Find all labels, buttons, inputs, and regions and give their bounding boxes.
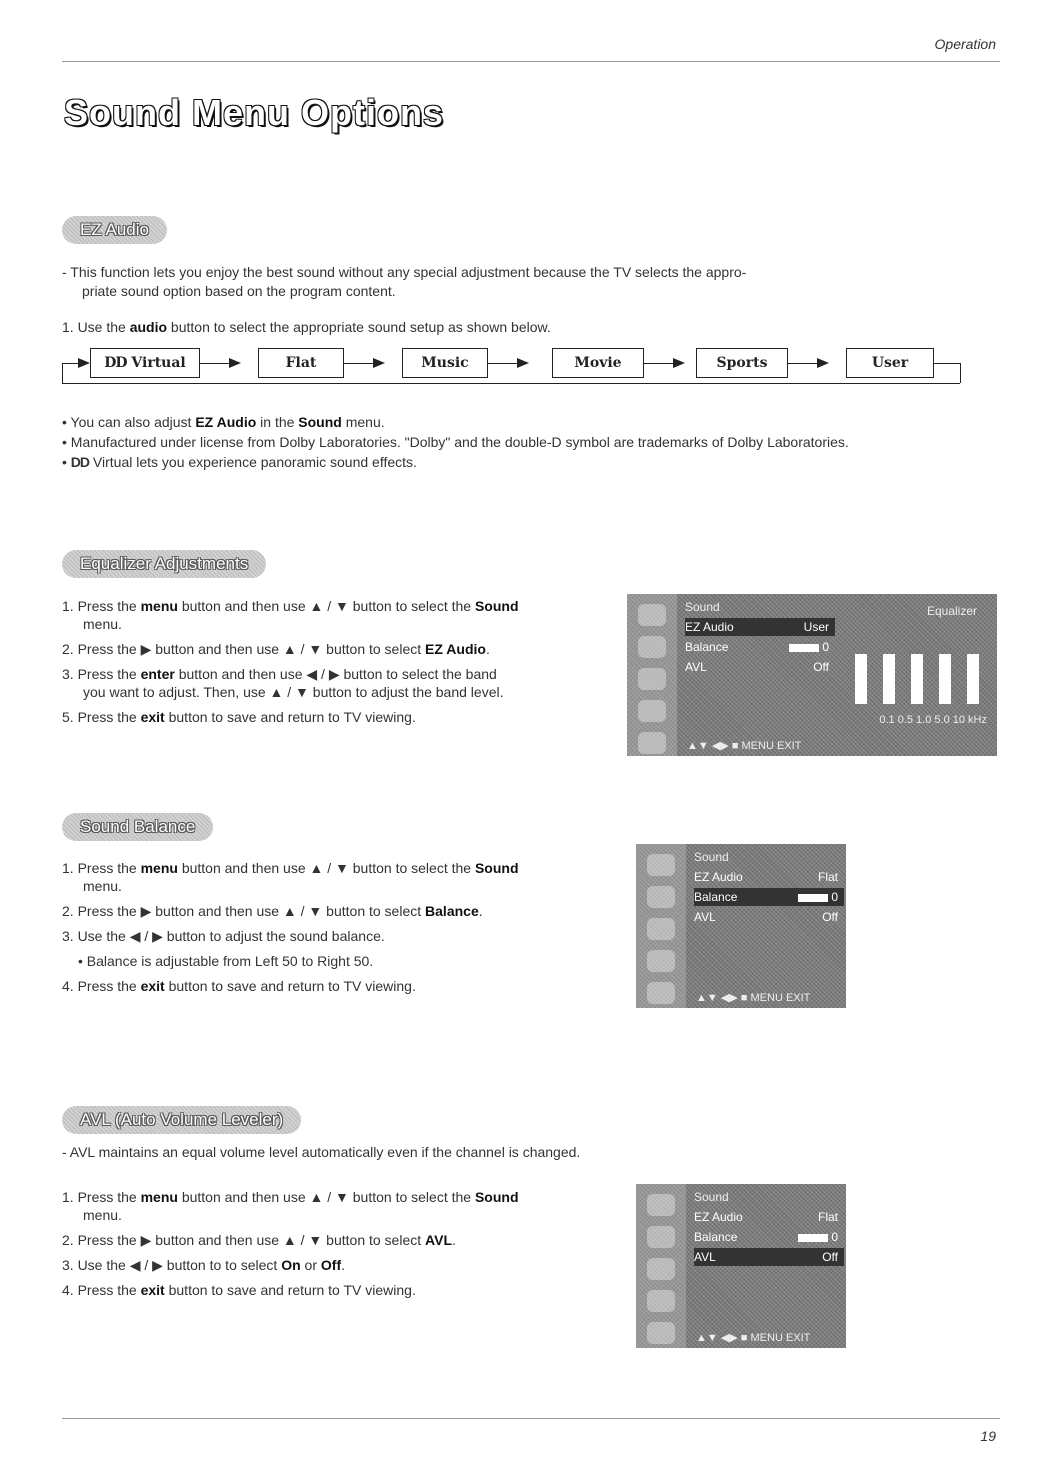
equalizer-steps: 1. Press the menu button and then use ▲ / ▼ button to select the Sound menu. 2. Press the ▶ button and then use ▲ / ▼ button to select EZ Audio. 3. Press the enter button and then use ◀ / ▶ button to select the band you want to adjust. Then, use ▲ / ▼ button to adjust the band level. 5. Press the exit button to save and return to TV viewing. <box>62 598 519 725</box>
flow-movie: Movie <box>552 348 644 378</box>
avl-steps: 1. Press the menu button and then use ▲ / ▼ button to select the Sound menu. 2. Press the ▶ button and then use ▲ / ▼ button to select AVL. 3. Use the ◀ / ▶ button to to select On or Off. 4. Press the exit button to save and return to TV viewing. <box>62 1189 519 1298</box>
balance-heading: Sound Balance <box>62 813 213 841</box>
avl-heading: AVL (Auto Volume Leveler) <box>62 1106 301 1134</box>
flow-user: User <box>846 348 934 378</box>
flow-virtual: DD Virtual <box>90 348 200 378</box>
ez-audio-heading: EZ Audio <box>62 216 167 244</box>
ez-audio-note-2: • Manufactured under license from Dolby Laboratories. "Dolby" and the double-D symbol are trademarks of Dolby Laboratories. <box>62 434 849 450</box>
ez-audio-note-3: • DD Virtual lets you experience panoramic sound effects. <box>62 454 417 470</box>
page-number: 19 <box>980 1428 996 1444</box>
page-title: Sound Menu Options <box>64 92 444 133</box>
flow-music: Music <box>402 348 488 378</box>
avl-intro: - AVL maintains an equal volume level automatically even if the channel is changed. <box>62 1144 581 1160</box>
dolby-icon: DD <box>104 355 127 371</box>
ez-audio-intro-line2: priate sound option based on the program content. <box>82 283 396 299</box>
ez-audio-intro-line1: - This function lets you enjoy the best sound without any special adjustment because the TV selects the appro- <box>62 264 747 280</box>
ez-audio-flow <box>62 346 962 386</box>
header-section-label: Operation <box>934 36 996 52</box>
ez-audio-step-1: 1. Use the audio button to select the appropriate sound setup as shown below. <box>62 319 551 335</box>
header-divider <box>62 61 1000 62</box>
balance-osd-screenshot: Sound EZ Audio Flat Balance 0 AVL Off ▲▼ ◀▶ ■ MENU EXIT <box>636 844 846 1008</box>
flow-flat: Flat <box>258 348 344 378</box>
footer-divider <box>62 1418 1000 1419</box>
balance-steps: 1. Press the menu button and then use ▲ / ▼ button to select the Sound menu. 2. Press the ▶ button and then use ▲ / ▼ button to select Balance. 3. Use the ◀ / ▶ button to adjust the sound balance. • Balance is adjustable from Left 50 to Right 50. 4. Press the exit button to save and return to TV viewing. <box>62 860 519 994</box>
flow-sports: Sports <box>696 348 788 378</box>
ez-audio-note-1: • You can also adjust EZ Audio in the Sound menu. <box>62 414 385 430</box>
avl-osd-screenshot: Sound EZ Audio Flat Balance 0 AVL Off ▲▼ ◀▶ ■ MENU EXIT <box>636 1184 846 1348</box>
equalizer-heading: Equalizer Adjustments <box>62 550 266 578</box>
equalizer-osd-screenshot: Sound EZ Audio User Balance 0 AVL Off Equalizer 0.1 0.5 1.0 5.0 10 kHz ▲▼ ◀▶ ■ MENU EXIT <box>627 594 997 756</box>
dolby-icon: DD <box>70 454 90 470</box>
